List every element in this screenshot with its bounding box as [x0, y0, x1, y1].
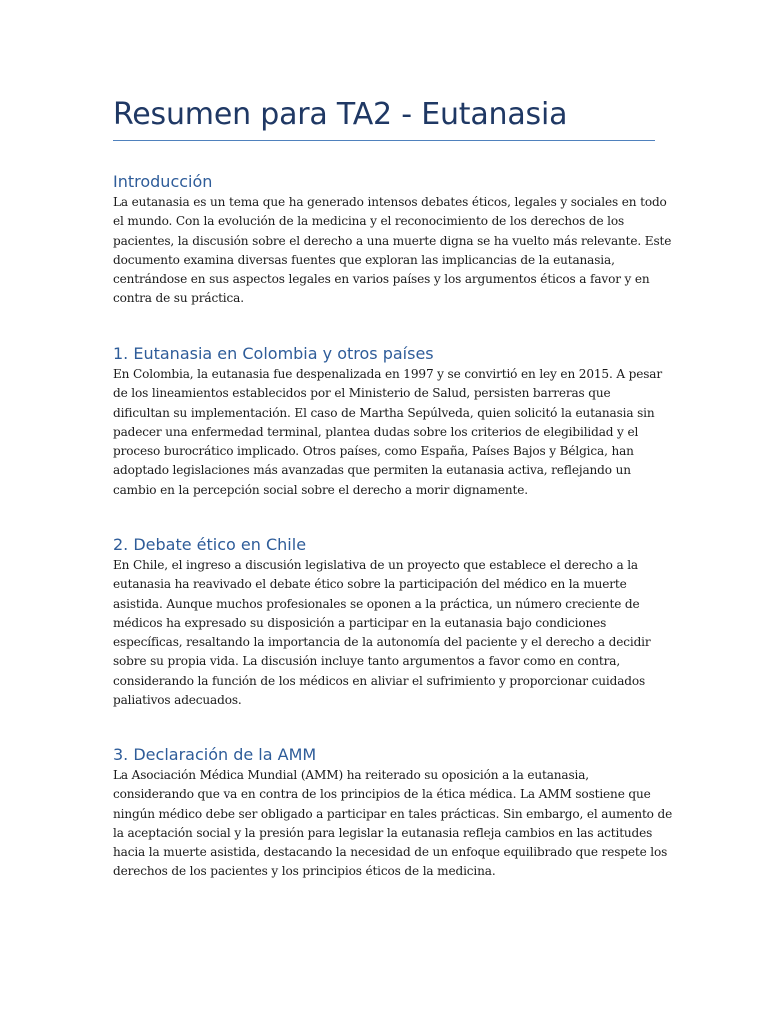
section-paragraph [113, 193, 672, 309]
paragraph-line: hacia la muerte asistida, destacando la necesidad de un enfoque equilibrado que respete los [113, 845, 668, 860]
section-heading: 1. Eutanasia en Colombia y otros países [113, 344, 434, 363]
section-paragraph [113, 556, 655, 710]
paragraph-line: La eutanasia es un tema que ha generado intensos debates éticos, legales y sociales en todo [113, 195, 667, 209]
paragraph-line: de los lineamientos establecidos por el Ministerio de Salud, persisten barreras que [113, 386, 611, 401]
paragraph-line: el mundo. Con la evolución de la medicina y el reconocimiento de los derechos de los [113, 214, 625, 229]
paragraph-line: La Asociación Médica Mundial (AMM) ha reiterado su oposición a la eutanasia, [113, 768, 589, 782]
title-underline-rule [113, 140, 655, 141]
paragraph-line: considerando que va en contra de los principios de la ética médica. La AMM sostiene que [113, 787, 651, 802]
paragraph-line: contra de su práctica. [113, 291, 244, 306]
paragraph-line: paliativos adecuados. [113, 693, 242, 708]
section-colombia [113, 343, 662, 500]
section-paragraph [113, 766, 673, 882]
paragraph-line: considerando la función de los médicos en aliviar el sufrimiento y proporcionar cuidados [113, 673, 646, 688]
section-heading: 2. Debate ético en Chile [113, 535, 307, 554]
paragraph-line: derechos de los pacientes y los principios éticos de la medicina. [113, 864, 496, 879]
paragraph-line: documento examina diversas fuentes que exploran las implicancias de la eutanasia, [113, 252, 615, 267]
paragraph-line: pacientes, la discusión sobre el derecho a una muerte digna se ha vuelto más relevante. Este [113, 233, 672, 248]
paragraph-line: médicos ha expresado su disposición a participar en la eutanasia bajo condiciones [113, 615, 607, 630]
paragraph-line: cambio en la percepción social sobre el derecho a morir dignamente. [113, 482, 528, 497]
paragraph-line: adoptado legislaciones más avanzadas que permiten la eutanasia activa, reflejando un [113, 463, 631, 478]
paragraph-line: padecer una enfermedad terminal, plantea dudas sobre los criterios de elegibilidad y el [113, 424, 639, 439]
section-heading: Introducción [113, 172, 213, 191]
section-paragraph [113, 365, 662, 500]
paragraph-line: ningún médico debe ser obligado a participar en tales prácticas. Sin embargo, el aumento de [113, 806, 673, 821]
section-chile [113, 534, 655, 710]
paragraph-line: específicas, resaltando la importancia de la autonomía del paciente y el derecho a decidir [113, 635, 651, 650]
section-introduccion [113, 171, 672, 309]
section-heading: 3. Declaración de la AMM [113, 745, 317, 764]
paragraph-line: eutanasia ha reavivado el debate ético sobre la participación del médico en la muerte [113, 577, 627, 592]
section-amm [113, 744, 673, 882]
paragraph-line: En Chile, el ingreso a discusión legislativa de un proyecto que establece el derecho a la [113, 558, 638, 572]
document-title: Resumen para TA2 - Eutanasia [113, 97, 568, 132]
paragraph-line: proceso burocrático implicado. Otros países, como España, Países Bajos y Bélgica, han [113, 444, 634, 459]
paragraph-line: centrándose en sus aspectos legales en varios países y los argumentos éticos a favor y en [113, 272, 650, 287]
paragraph-line: sobre su propia vida. La discusión incluye tanto argumentos a favor como en contra, [113, 654, 621, 669]
paragraph-line: dificultan su implementación. El caso de Martha Sepúlveda, quien solicitó la eutanasia sin [113, 405, 655, 420]
paragraph-line: En Colombia, la eutanasia fue despenalizada en 1997 y se convirtió en ley en 2015. A pesar [113, 367, 662, 381]
paragraph-line: asistida. Aunque muchos profesionales se oponen a la práctica, un número creciente de [113, 596, 640, 611]
paragraph-line: la aceptación social y la presión para legislar la eutanasia refleja cambios en las actitudes [113, 825, 653, 840]
